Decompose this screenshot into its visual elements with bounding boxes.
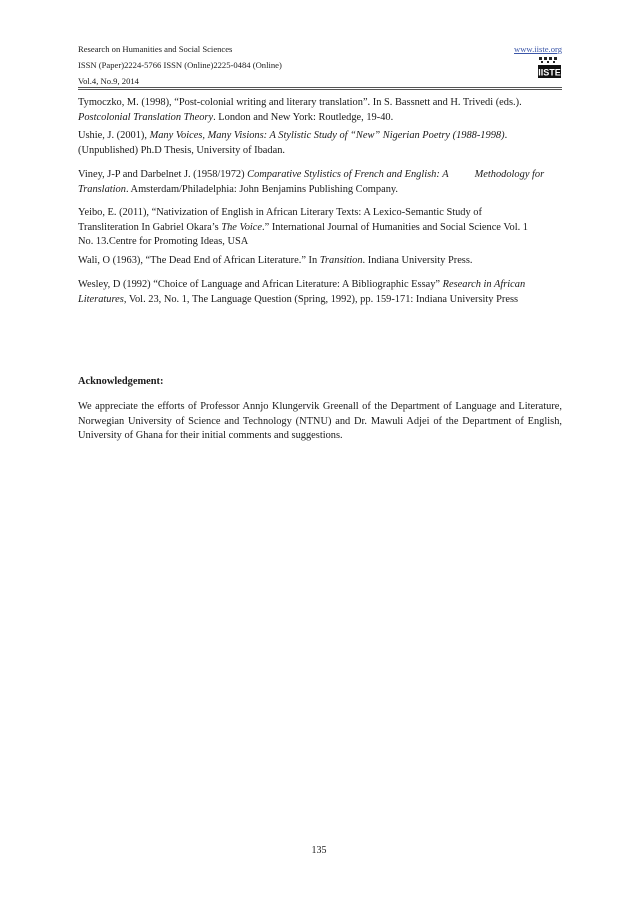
acknowledgement-paragraph: We appreciate the efforts of Professor Annjo Klungervik Greenall of the Department of Language and Literature, Norwegian University of Science and Technology (NTNU) and Dr. Mawuli Adjei of the Department of English, University of Ghana for their initial comments and suggestions.	[78, 401, 562, 441]
iiste-logo-text: IISTE	[538, 67, 561, 78]
reference-line: Wali, O (1963), “The Dead End of African Literature.” In Transition. Indiana University Press.	[78, 255, 473, 266]
reference-entry	[78, 206, 562, 250]
reference-line: Ushie, J. (2001), Many Voices, Many Visions: A Stylistic Study of “New” Nigerian Poetry (1988-1998).	[78, 130, 508, 141]
issn-line: ISSN (Paper)2224-5766 ISSN (Online)2225-0484 (Online)	[78, 60, 282, 70]
reference-line: Viney, J-P and Darbelnet J. (1958/1972) Comparative Stylistics of French and English: A Methodology for	[78, 169, 545, 180]
reference-line: Literatures, Vol. 23, No. 1, The Language Question (Spring, 1992), pp. 159-171: Indiana University Press	[78, 293, 519, 305]
reference-entry	[78, 278, 562, 307]
header-rule-bottom	[78, 89, 562, 90]
reference-line: Translation. Amsterdam/Philadelphia: John Benjamins Publishing Company.	[78, 183, 399, 195]
reference-entry	[78, 254, 562, 269]
volume-line: Vol.4, No.9, 2014	[78, 76, 139, 86]
reference-entry	[78, 129, 562, 158]
reference-line: (Unpublished) Ph.D Thesis, University of Ibadan.	[78, 144, 286, 156]
reference-entry	[78, 168, 562, 197]
header-rule-top	[78, 87, 562, 88]
reference-line: Wesley, D (1992) “Choice of Language and African Literature: A Bibliographic Essay” Research in African	[78, 279, 526, 290]
reference-line: Tymoczko, M. (1998), “Post-colonial writing and literary translation”. In S. Bassnett and H. Trivedi (eds.).	[78, 97, 522, 108]
reference-line: Transliteration In Gabriel Okara’s The Voice.” International Journal of Humanities and Social Science Vol. 1	[78, 221, 528, 233]
reference-line: Postcolonial Translation Theory. London and New York: Routledge, 19-40.	[78, 111, 394, 123]
acknowledgement-heading: Acknowledgement:	[78, 376, 164, 387]
journal-website-link[interactable]: www.iiste.org	[514, 44, 562, 54]
iiste-logo	[538, 56, 561, 79]
reference-line: Yeibo, E. (2011), “Nativization of English in African Literary Texts: A Lexico-Semantic Study of	[78, 207, 482, 218]
journal-title: Research on Humanities and Social Sciences	[78, 44, 233, 54]
reference-entry	[78, 96, 562, 125]
page-number: 135	[311, 845, 327, 856]
reference-line: No. 13.Centre for Promoting Ideas, USA	[78, 236, 249, 247]
